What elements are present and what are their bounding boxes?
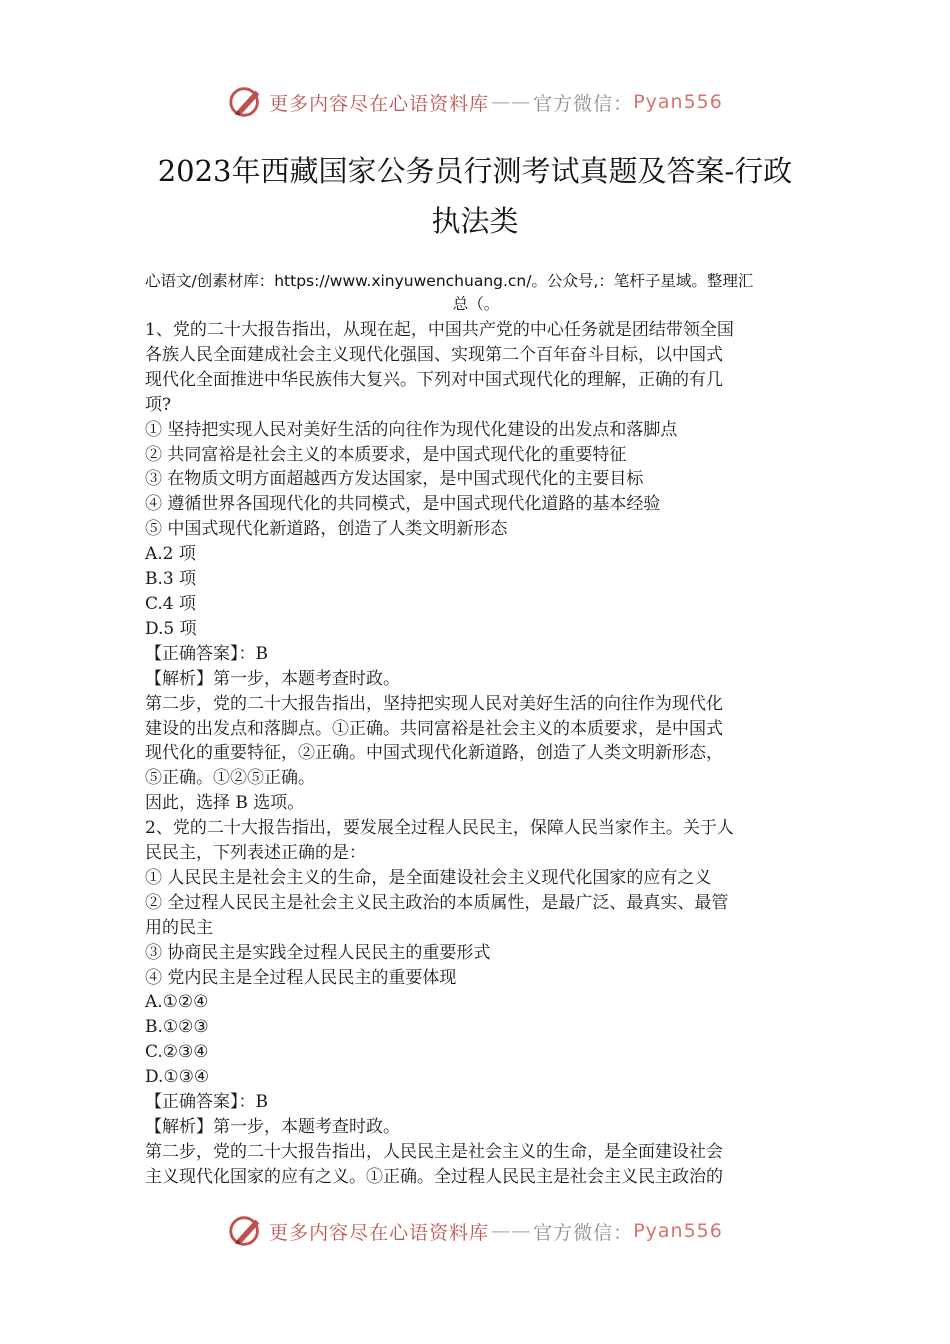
question-body xyxy=(145,318,809,1190)
text-line: ② 全过程人民民主是社会主义民主政治的本质属性，是最广泛、最真实、最管 xyxy=(145,892,729,913)
pen-logo-icon xyxy=(227,83,265,121)
text-line: ⑤ 中国式现代化新道路，创造了人类文明新形态 xyxy=(145,519,508,540)
text-line: 1、党的二十大报告指出，从现在起，中国共产党的中心任务就是团结带领全国 xyxy=(145,320,734,340)
document-title xyxy=(140,146,810,246)
text-line: 现代化的重要特征，②正确。中国式现代化新道路，创造了人类文明新形态， xyxy=(145,743,723,764)
text-line: 项? xyxy=(145,394,172,415)
text-line: ① 坚持把实现人民对美好生活的向往作为现代化建设的出发点和落脚点 xyxy=(145,419,678,440)
text-line: 【解析】第一步，本题考查时政。 xyxy=(145,1117,400,1137)
text-line: C.4 项 xyxy=(145,593,197,614)
text-line: A.2 项 xyxy=(145,544,196,565)
source-note xyxy=(145,270,807,316)
title-line-1: 2023年西藏国家公务员行测考试真题及答案-行政 xyxy=(157,154,793,188)
header-banner xyxy=(0,82,950,122)
text-line: D.5 项 xyxy=(145,618,197,639)
text-line: ① 人民民主是社会主义的生命，是全面建设社会主义现代化国家的应有之义 xyxy=(145,867,712,888)
title-line-2: 执法类 xyxy=(431,204,519,238)
text-line: ④ 遵循世界各国现代化的共同模式，是中国式现代化道路的基本经验 xyxy=(145,494,661,515)
text-line: 【正确答案】：B xyxy=(145,643,268,664)
text-line: 第二步，党的二十大报告指出，人民民主是社会主义的生命，是全面建设社会 xyxy=(145,1141,723,1162)
text-line: C.②③④ xyxy=(145,1042,209,1063)
source-line-1: 心语文/创素材库：https://www.xinyuwenchuang.cn/。公众号,：笔杆子星域。整理汇 xyxy=(145,272,754,290)
banner-main-text: 更多内容尽在心语资料库 xyxy=(269,92,490,115)
footer-banner xyxy=(0,1211,950,1251)
banner-dash: —— xyxy=(491,1220,532,1242)
banner-main-text: 更多内容尽在心语资料库 xyxy=(269,1221,490,1244)
text-line: 【正确答案】：B xyxy=(145,1092,268,1113)
text-line: ③ 协商民主是实践全过程人民民主的重要形式 xyxy=(145,942,491,963)
text-line: 各族人民全面建成社会主义现代化强国、实现第二个百年奋斗目标，以中国式 xyxy=(145,344,723,365)
text-line: 现代化全面推进中华民族伟大复兴。下列对中国式现代化的理解，正确的有几 xyxy=(145,369,723,390)
text-line: ④ 党内民主是全过程人民民主的重要体现 xyxy=(145,967,457,988)
banner-label: 官方微信： xyxy=(533,92,634,115)
source-line-2: 总（。 xyxy=(452,295,500,313)
text-line: 建设的出发点和落脚点。①正确。共同富裕是社会主义的本质要求，是中国式 xyxy=(145,718,723,739)
text-line: 第二步，党的二十大报告指出，坚持把实现人民对美好生活的向往作为现代化 xyxy=(145,693,723,714)
pen-logo-icon xyxy=(227,1212,265,1250)
text-line: 2、党的二十大报告指出，要发展全过程人民民主，保障人民当家作主。关于人 xyxy=(145,818,734,839)
text-line: A.①②④ xyxy=(145,992,209,1013)
text-line: 因此，选择 B 选项。 xyxy=(145,793,305,814)
text-line: 主义现代化国家的应有之义。①正确。全过程人民民主是社会主义民主政治的 xyxy=(145,1166,723,1187)
text-line: ③ 在物质文明方面超越西方发达国家，是中国式现代化的主要目标 xyxy=(145,469,644,490)
banner-label: 官方微信： xyxy=(533,1221,634,1244)
text-line: B.①②③ xyxy=(145,1017,209,1038)
text-line: D.①③④ xyxy=(145,1067,210,1088)
banner-dash: —— xyxy=(491,91,532,113)
text-line: 【解析】第一步，本题考查时政。 xyxy=(145,668,400,689)
banner-wechat-id: Pyan556 xyxy=(633,1220,723,1242)
text-line: B.3 项 xyxy=(145,569,197,590)
text-line: 用的民主 xyxy=(145,917,213,938)
text-line: ⑤正确。①②⑤正确。 xyxy=(145,768,315,789)
banner-wechat-id: Pyan556 xyxy=(633,91,723,113)
text-line: ② 共同富裕是社会主义的本质要求，是中国式现代化的重要特征 xyxy=(145,444,627,465)
text-line: 民民主，下列表述正确的是： xyxy=(145,843,366,864)
